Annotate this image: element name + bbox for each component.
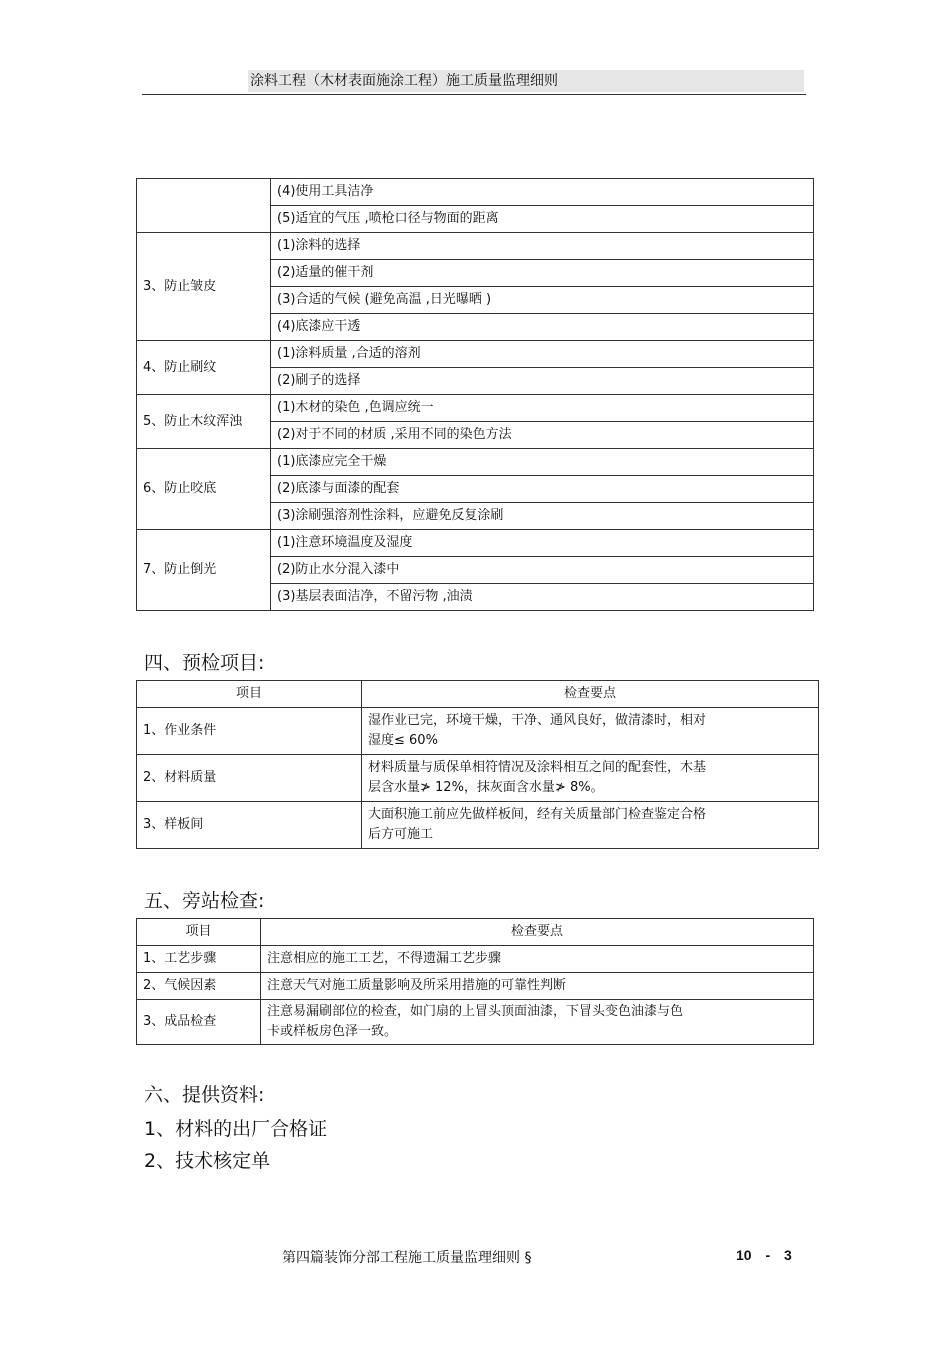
detail-cell [362, 802, 819, 849]
table-cell: (3)基层表面洁净，不留污物 ,油渍 [271, 584, 814, 611]
detail-line: 湿作业已完，环境干燥，干净、通风良好，做清漆时，相对 [368, 713, 707, 728]
list-item: 1、材料的出厂合格证 [144, 1118, 328, 1140]
table-row [137, 179, 814, 206]
table-row [137, 341, 814, 368]
detail-cell: 注意相应的施工工艺，不得遗漏工艺步骤 [261, 946, 814, 973]
footer-text: 第四篇装饰分部工程施工质量监理细则 § [282, 1250, 532, 1266]
table-row [137, 708, 819, 755]
detail-line: 注意易漏刷部位的检查，如门扇的上冒头顶面油漆，下冒头变色油漆与色 [267, 1004, 684, 1019]
group-label [137, 179, 271, 233]
table-cell: (4)底漆应干透 [271, 314, 814, 341]
item-cell: 2、材料质量 [137, 755, 362, 802]
page-header-title: 涂料工程（木材表面施涂工程）施工质量监理细则 [250, 73, 558, 89]
detail-line: 卡或样板房色泽一致。 [267, 1024, 398, 1039]
item-cell: 1、作业条件 [137, 708, 362, 755]
table-row [137, 755, 819, 802]
column-header: 项目 [137, 919, 261, 946]
table-row [137, 449, 814, 476]
group-label: 4、防止刷纹 [137, 341, 271, 395]
table-header-row [137, 919, 814, 946]
section-5-title: 五、旁站检查: [144, 890, 265, 912]
detail-line: 层含水量≯ 12%，抹灰面含水量≯ 8%。 [368, 780, 604, 795]
table-cell: (3)涂刷强溶剂性涂料，应避免反复涂刷 [271, 503, 814, 530]
group-label: 7、防止倒光 [137, 530, 271, 611]
table-cell: (2)防止水分混入漆中 [271, 557, 814, 584]
table-cell: (2)适量的催干剂 [271, 260, 814, 287]
table-cell: (1)涂料质量 ,合适的溶剂 [271, 341, 814, 368]
page-number: 10 - 3 [736, 1247, 792, 1263]
table-row [137, 1000, 814, 1045]
table-cell: (2)对于不同的材质 ,采用不同的染色方法 [271, 422, 814, 449]
table-row [137, 946, 814, 973]
detail-cell: 注意天气对施工质量影响及所采用措施的可靠性判断 [261, 973, 814, 1000]
table-cell: (1)木材的染色 ,色调应统一 [271, 395, 814, 422]
table-row [137, 233, 814, 260]
table-cell: (1)注意环境温度及湿度 [271, 530, 814, 557]
detail-line: 大面积施工前应先做样板间，经有关质量部门检查鉴定合格 [368, 807, 707, 822]
item-cell: 3、成品检查 [137, 1000, 261, 1045]
precheck-table [136, 680, 819, 849]
table-row [137, 802, 819, 849]
list-item: 2、技术核定单 [144, 1150, 271, 1172]
detail-line: 湿度≤ 60% [368, 733, 438, 748]
detail-line: 材料质量与质保单相符情况及涂料相互之间的配套性，木基 [368, 760, 707, 775]
group-label: 6、防止咬底 [137, 449, 271, 530]
item-cell: 2、气候因素 [137, 973, 261, 1000]
table-cell: (1)底漆应完全干燥 [271, 449, 814, 476]
item-cell: 1、工艺步骤 [137, 946, 261, 973]
table-row [137, 973, 814, 1000]
table-header-row [137, 681, 819, 708]
table-cell: (4)使用工具洁净 [271, 179, 814, 206]
column-header: 项目 [137, 681, 362, 708]
table-cell: (2)刷子的选择 [271, 368, 814, 395]
group-label: 5、防止木纹浑浊 [137, 395, 271, 449]
table-cell: (5)适宜的气压 ,喷枪口径与物面的距离 [271, 206, 814, 233]
table-row [137, 530, 814, 557]
section-4-title: 四、预检项目: [144, 652, 265, 674]
detail-cell [362, 755, 819, 802]
sidestation-table [136, 918, 814, 1045]
table-cell: (1)涂料的选择 [271, 233, 814, 260]
detail-cell [362, 708, 819, 755]
detail-line: 后方可施工 [368, 827, 434, 842]
section-6-title: 六、提供资料: [144, 1084, 265, 1106]
group-label: 3、防止皱皮 [137, 233, 271, 341]
item-cell: 3、样板间 [137, 802, 362, 849]
table-cell: (3)合适的气候 (避免高温 ,日光曝晒 ) [271, 287, 814, 314]
column-header: 检查要点 [261, 919, 814, 946]
detail-cell [261, 1000, 814, 1045]
column-header: 检查要点 [362, 681, 819, 708]
header-rule [142, 94, 806, 95]
table-row [137, 395, 814, 422]
defect-prevention-table [136, 178, 814, 611]
table-cell: (2)底漆与面漆的配套 [271, 476, 814, 503]
